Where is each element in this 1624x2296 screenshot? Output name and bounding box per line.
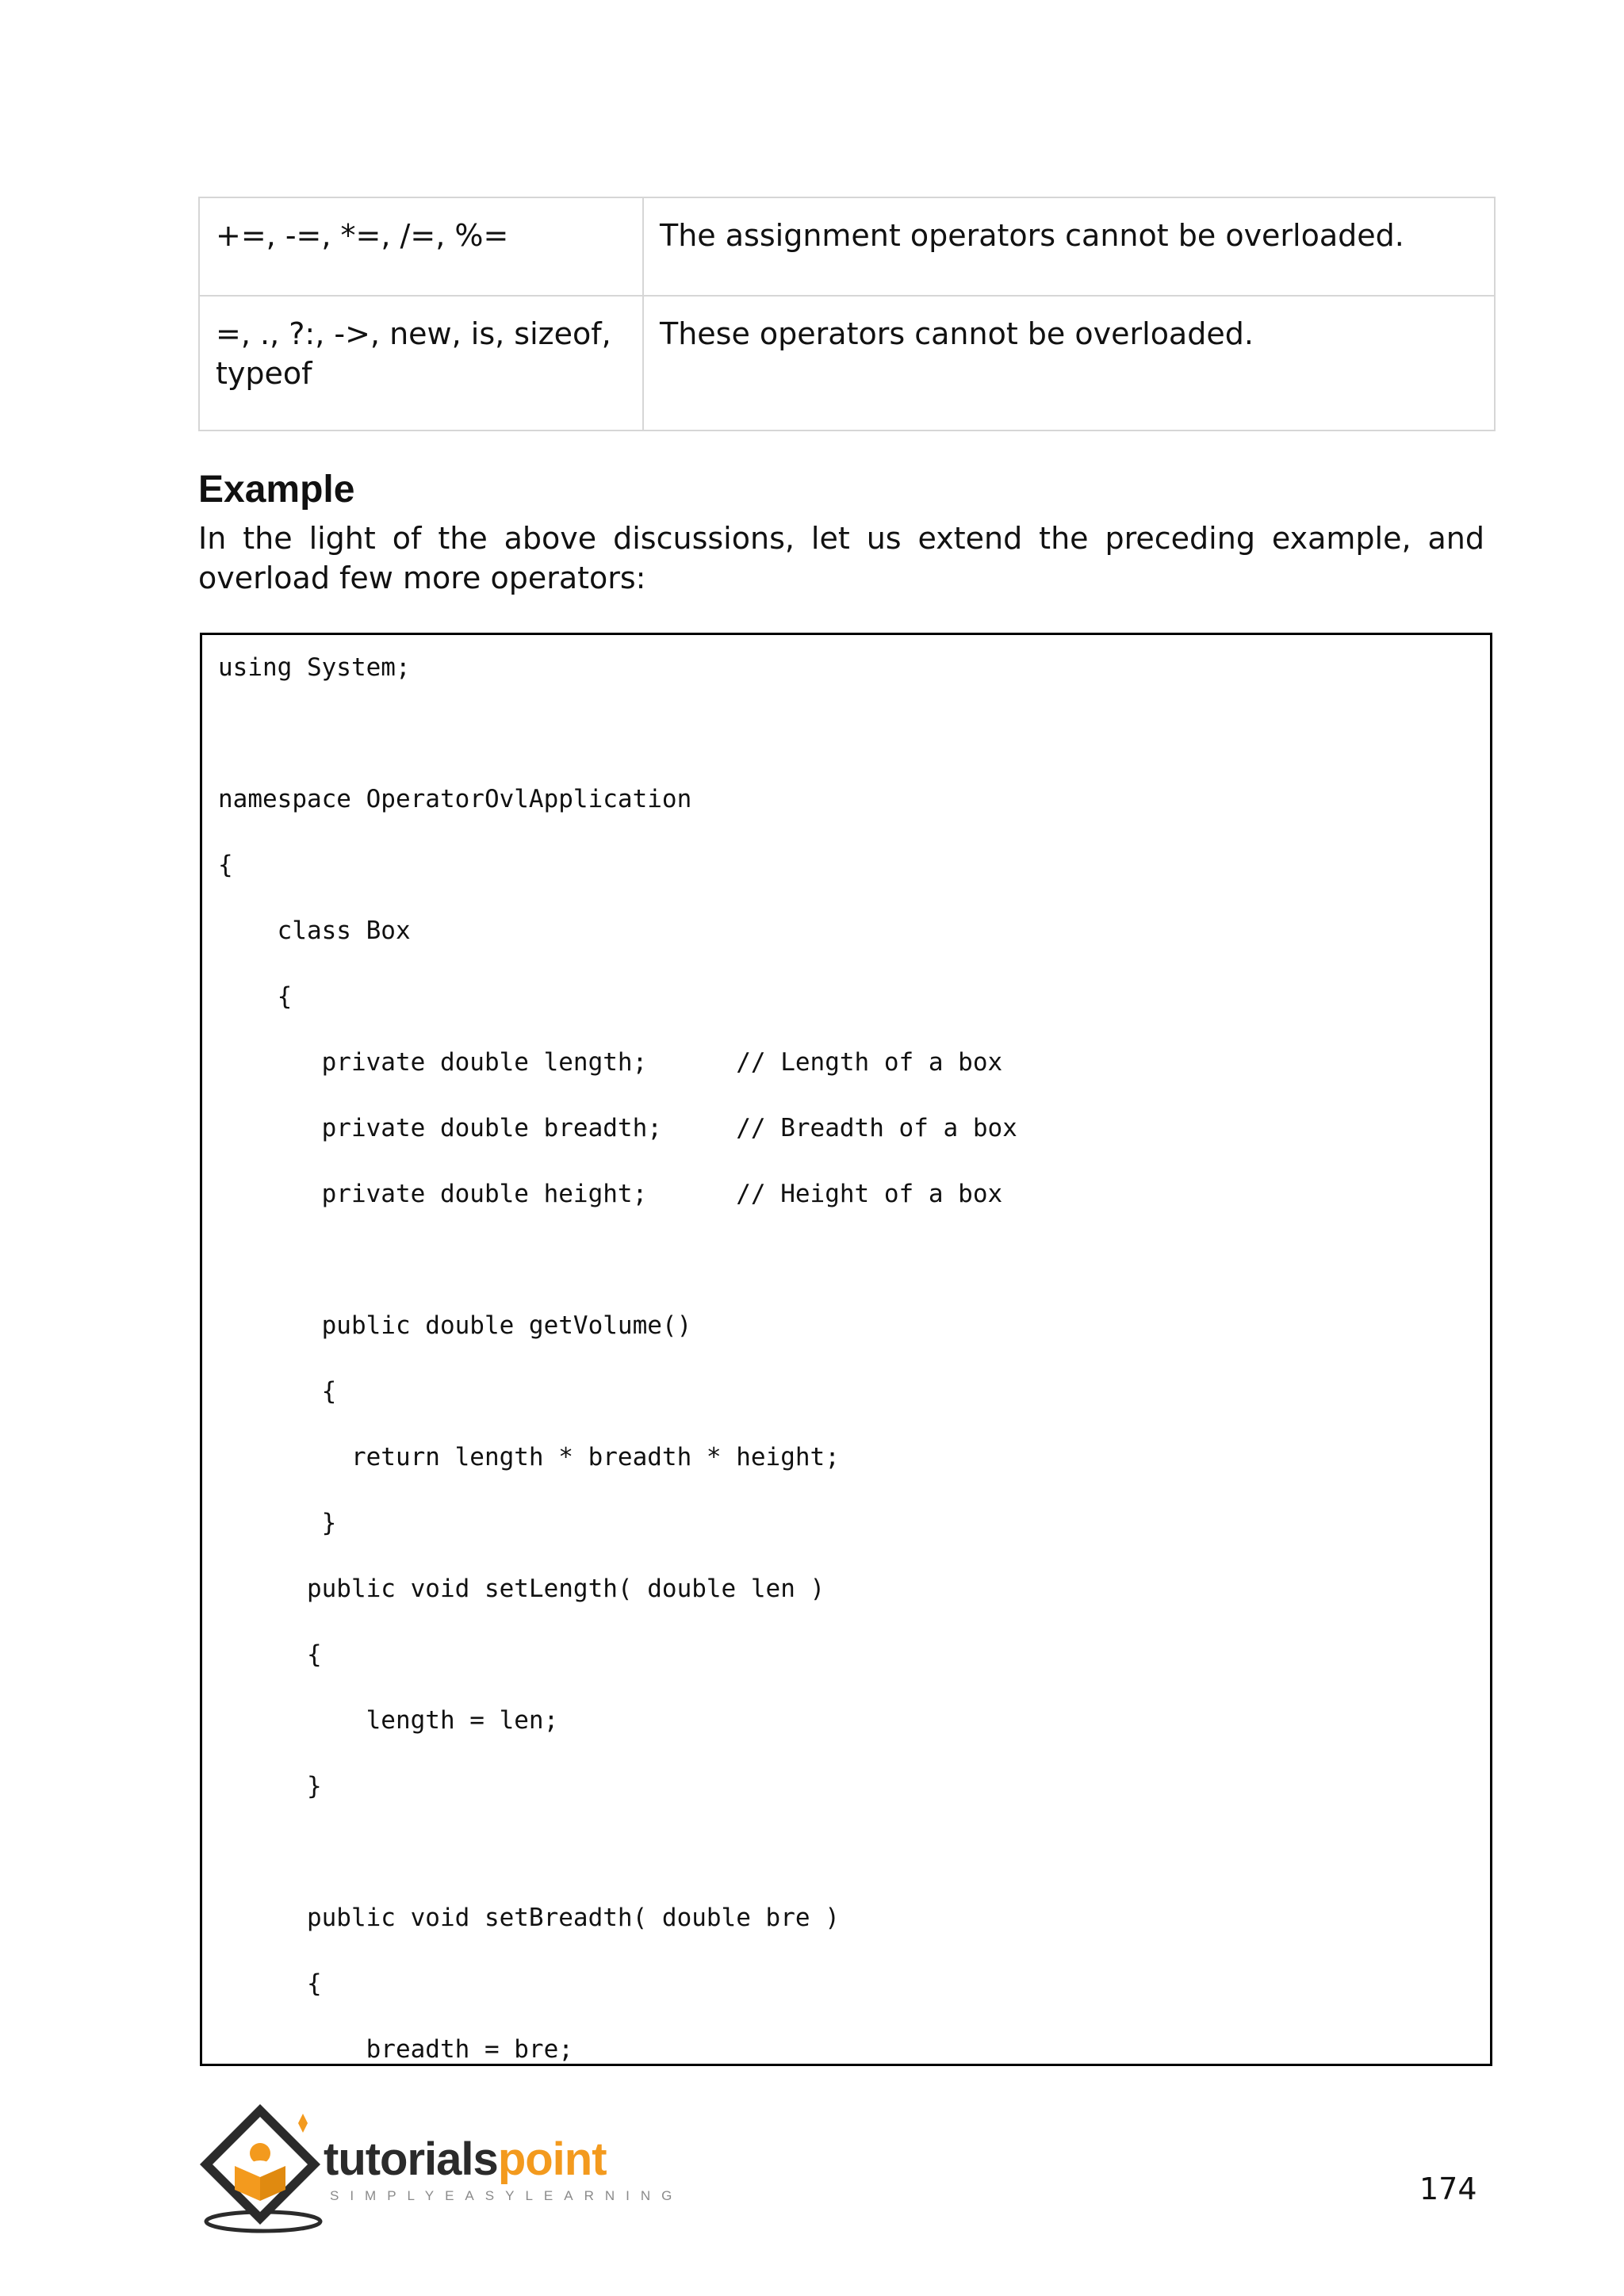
logo-emblem-icon	[197, 2101, 324, 2236]
operators-table	[198, 197, 1496, 431]
code-line: }	[218, 1772, 322, 1800]
table-row	[199, 296, 1495, 430]
code-line: using System;	[218, 653, 411, 682]
logo-wordmark	[324, 2134, 607, 2185]
section-title: Example	[198, 469, 355, 511]
code-line: breadth = bre;	[218, 2035, 573, 2064]
logo-word-point: point	[497, 2133, 607, 2185]
table-row	[199, 197, 1495, 296]
description-cell: The assignment operators cannot be overloaded.	[643, 197, 1495, 296]
code-lines	[218, 648, 1017, 2066]
description-cell: These operators cannot be overloaded.	[643, 296, 1495, 430]
code-line: {	[218, 1969, 322, 1998]
operators-cell: =, ., ?:, ->, new, is, sizeof, typeof	[199, 296, 643, 430]
code-line: namespace OperatorOvlApplication	[218, 785, 692, 813]
code-line	[218, 714, 1017, 779]
code-line: {	[218, 851, 233, 879]
code-line: return length * breadth * height;	[218, 1443, 840, 1471]
code-line: private double height; // Height of a box	[218, 1180, 1003, 1208]
code-line: private double length; // Length of a box	[218, 1048, 1003, 1077]
code-line: class Box	[218, 916, 411, 945]
tutorialspoint-logo	[197, 2101, 684, 2236]
logo-word-tutorials: tutorials	[324, 2133, 498, 2185]
code-line: private double breadth; // Breadth of a box	[218, 1114, 1017, 1142]
code-line: public double getVolume()	[218, 1311, 692, 1340]
logo-tagline: SIMPLYEASYLEARNING	[330, 2188, 684, 2203]
code-block	[200, 633, 1492, 2066]
page-number: 174	[1419, 2172, 1477, 2206]
code-line	[218, 1240, 1017, 1306]
code-line: public void setBreadth( double bre )	[218, 1904, 840, 1932]
code-line: }	[218, 1509, 337, 1537]
code-line	[218, 1832, 1017, 1898]
operators-cell: +=, -=, *=, /=, %=	[199, 197, 643, 296]
code-line: public void setLength( double len )	[218, 1575, 825, 1603]
code-line: {	[218, 1377, 337, 1406]
intro-paragraph: In the light of the above discussions, let us extend the preceding example, and overload few more operators:	[198, 521, 1484, 595]
code-line: {	[218, 1640, 322, 1669]
code-line: {	[218, 982, 293, 1011]
code-line: length = len;	[218, 1706, 559, 1735]
